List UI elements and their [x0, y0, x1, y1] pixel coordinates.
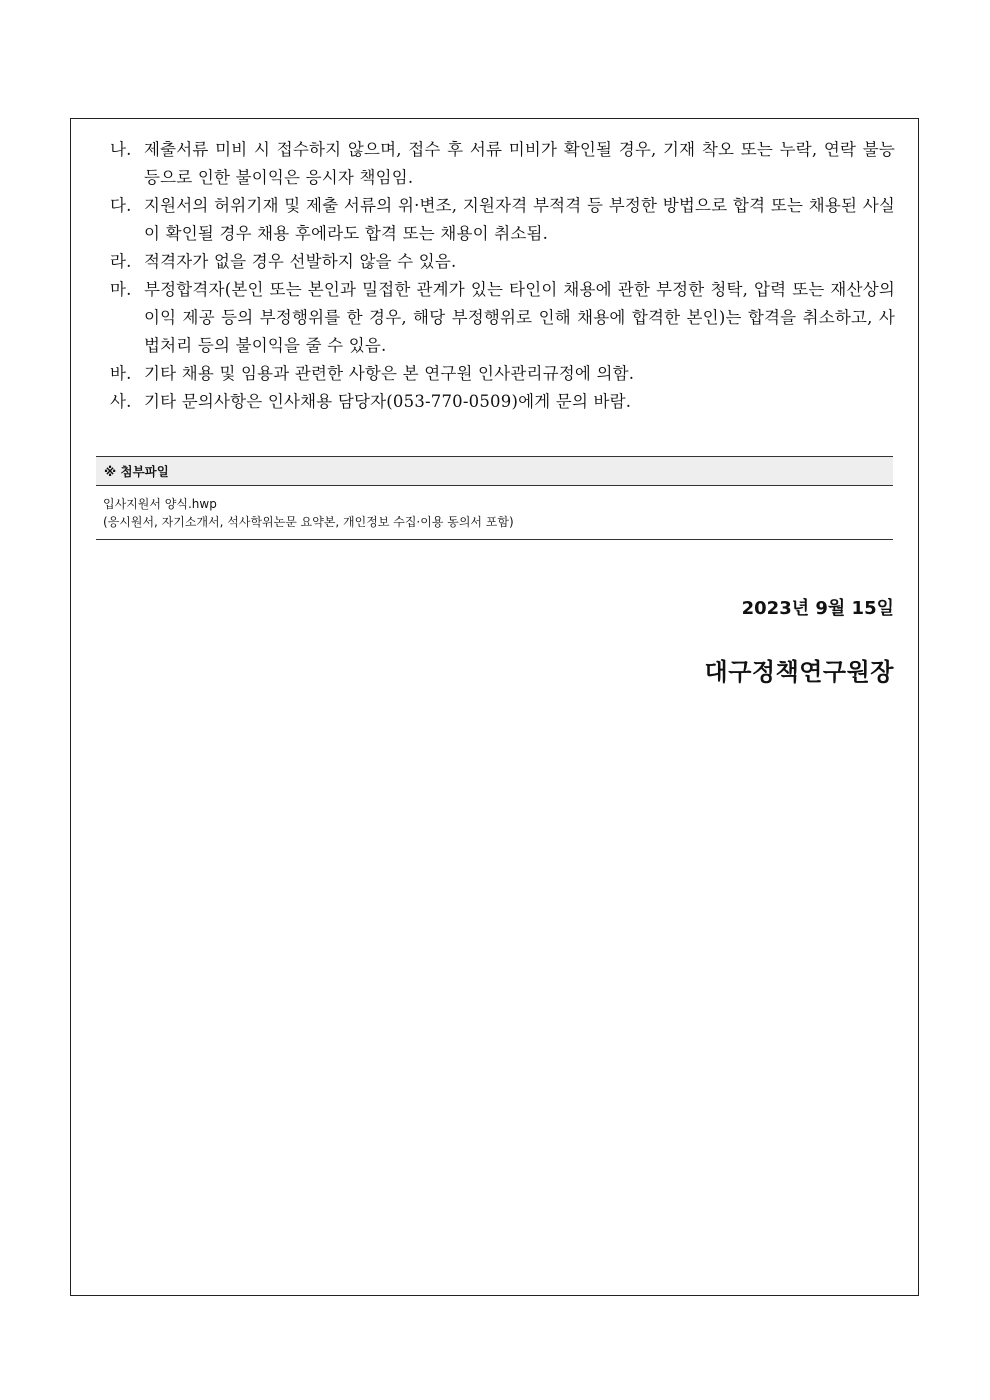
notice-marker: 사.: [110, 392, 132, 411]
notice-marker: 나.: [110, 140, 132, 159]
issue-date: 2023년 9월 15일: [741, 598, 894, 619]
notice-text: 지원서의 허위기재 및 제출 서류의 위·변조, 지원자격 부적격 등 부정한 방법으로 합격 또는 채용된 사실이 확인될 경우 채용 후에라도 합격 또는 채용이 취소됨.: [144, 196, 895, 243]
notice-text: 제출서류 미비 시 접수하지 않으며, 접수 후 서류 미비가 확인될 경우, 기재 착오 또는 누락, 연락 불능 등으로 인한 불이익은 응시자 책임임.: [144, 140, 895, 187]
attachment-body: [96, 486, 893, 540]
notice-item: [110, 360, 895, 388]
notice-item: [110, 388, 895, 416]
issuer-name: 대구정책연구원장: [704, 658, 894, 686]
attachment-filename[interactable]: 입사지원서 양식.hwp: [103, 497, 217, 511]
notice-marker: 바.: [110, 364, 132, 383]
notice-list: [110, 136, 895, 416]
attachment-description: (응시원서, 자기소개서, 석사학위논문 요약본, 개인정보 수집·이용 동의서 포함): [103, 515, 514, 529]
notice-marker: 라.: [110, 252, 132, 271]
notice-marker: 마.: [110, 280, 132, 299]
notice-text: 기타 채용 및 임용과 관련한 사항은 본 연구원 인사관리규정에 의함.: [144, 364, 635, 383]
notice-marker: 다.: [110, 196, 132, 215]
notice-text: 기타 문의사항은 인사채용 담당자(053-770-0509)에게 문의 바람.: [144, 392, 632, 411]
attachment-header: ※ 첨부파일: [96, 456, 893, 486]
notice-item: [110, 276, 895, 360]
notice-item: [110, 192, 895, 248]
notice-text: 부정합격자(본인 또는 본인과 밀접한 관계가 있는 타인이 채용에 관한 부정한 청탁, 압력 또는 재산상의 이익 제공 등의 부정행위를 한 경우, 해당 부정행위로 인해 채용에 합격한 본인)는 합격을 취소하고, 사법처리 등의 불이익을 줄 수 있음.: [144, 280, 895, 355]
notice-text: 적격자가 없을 경우 선발하지 않을 수 있음.: [144, 252, 457, 271]
attachment-section: [96, 456, 893, 540]
notice-item: [110, 248, 895, 276]
notice-item: [110, 136, 895, 192]
